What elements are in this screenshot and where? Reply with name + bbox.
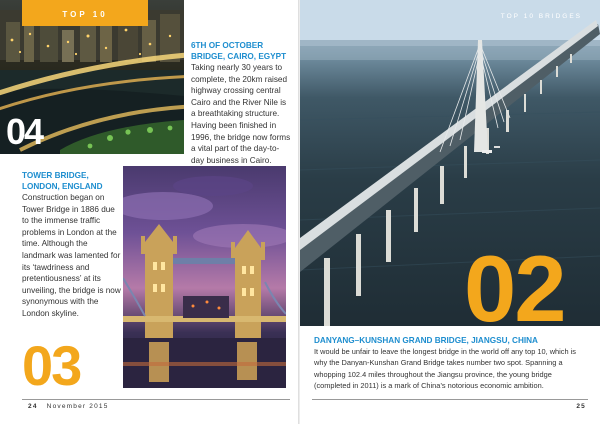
danyang-body: It would be unfair to leave the longest bridge in the world off any top 10, which is why the Danyan-Kunshan Grand Bridge takes number two spot. Spanning a whopping 102.4 miles throughout the Jiangsu province, the young bridge (completed in 2011) is a mark of China’s notorious economic ambition. [314,347,576,391]
section-tag: TOP 10 [22,0,148,26]
issue-date: November 2015 [46,403,109,410]
danyang-heading: DANYANG–KUNSHAN GRAND BRIDGE, JIANGSU, CHINA [314,336,538,345]
cairo-body: Taking nearly 30 years to complete, the 20km raised highway crossing central Cairo and the River Nile is a breathtaking structure. Having been finished in 1996, the bridge now forms a vital part of the day-to-day business in Cairo. [191,63,291,165]
tower-bridge-photo [123,166,286,388]
cairo-entry [191,40,291,166]
tower-bridge-body: Construction began on Tower Bridge in 1886 due to the immense traffic problems in London at the time. Although the landmark was lamented for its ‘tawdriness and pretentiousness’ at its unveiling, the bridge is now synonymous with the London skyline. [22,193,121,318]
footer-rule-right [312,399,588,400]
cairo-bridge-photo [0,0,184,154]
left-footer [28,403,109,410]
rank-number-02: 02 [464,236,565,326]
tower-bridge-heading: TOWER BRIDGE, LONDON, ENGLAND [22,171,103,191]
page-number-right: 25 [576,403,586,410]
cairo-heading: 6TH OF OCTOBER BRIDGE, CAIRO, EGYPT [191,41,287,61]
page-number: 24 [28,403,38,410]
right-page [300,0,600,424]
danyang-entry [314,335,590,392]
danyang-kunshan-bridge-photo [300,0,600,326]
rank-number-03: 03 [22,334,81,397]
right-footer [576,403,586,410]
rank-number-04: 04 [6,111,43,152]
tower-bridge-entry [22,170,122,320]
footer-rule [22,399,290,400]
section-tag-right: TOP 10 BRIDGES [500,13,582,20]
